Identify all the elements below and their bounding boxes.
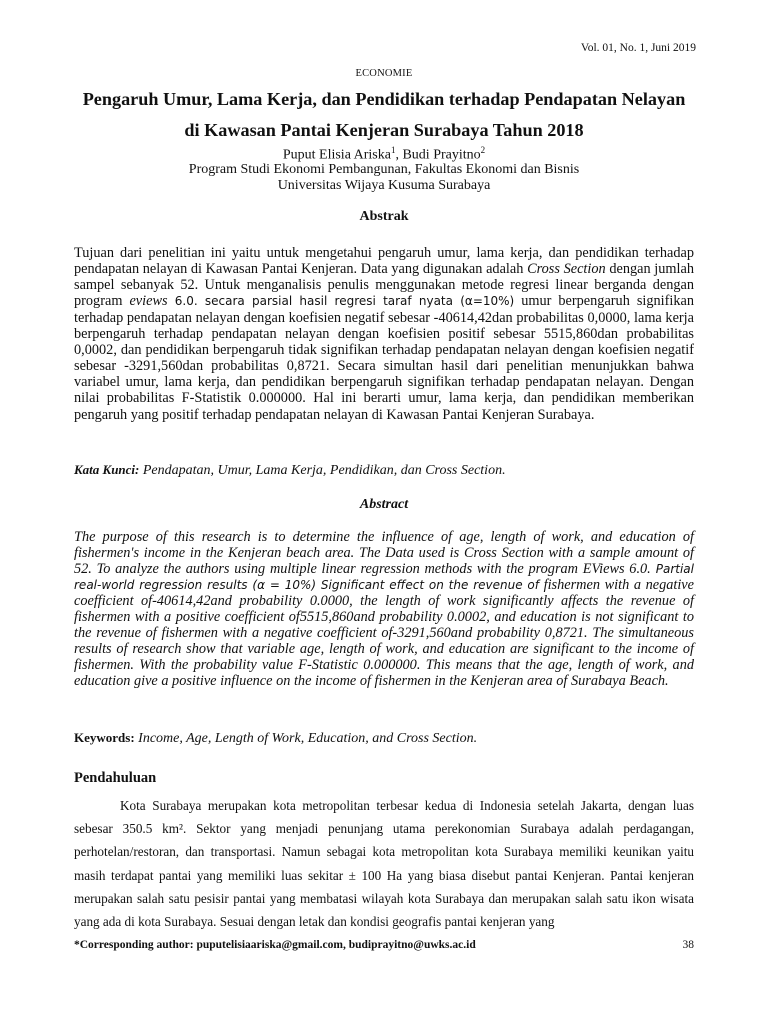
keywords-label: Keywords: bbox=[74, 730, 135, 745]
author-1: Puput Elisia Ariska bbox=[282, 147, 391, 163]
abstrak-heading: Abstrak bbox=[359, 209, 409, 224]
author-list bbox=[0, 142, 768, 164]
title-line-2: di Kawasan Pantai Kenjeran Surabaya Tahun 2018 bbox=[184, 120, 584, 140]
abstrak-text-part: Tujuan dari penelitian ini yaitu untuk mengetahui pengaruh umur, lama kerja, dan pendidikan terhadap pendapatan nelayan di Kawasan Pantai Kenjeran. Data yang digunakan adalah bbox=[74, 245, 694, 278]
keywords bbox=[74, 730, 714, 747]
abstract-text-part: The purpose of this research is to determine the influence of age, length of work, and education of fishermen's income in the Kenjeran beach area. The Data used is Cross Section with a sample amount of 52. To analyze the authors using multiple linear regression methods with the program EViews 6.0. bbox=[74, 529, 694, 577]
volume-info: Vol. 01, No. 1, Juni 2019 bbox=[580, 42, 696, 54]
author-1-affil-mark: 1 bbox=[390, 145, 396, 155]
abstrak-term-cross-section: Cross Section bbox=[527, 261, 606, 278]
affiliation-program: Program Studi Ekonomi Pembangunan, Fakultas Ekonomi dan Bisnis bbox=[188, 162, 580, 177]
affiliation-university: Universitas Wijaya Kusuma Surabaya bbox=[277, 178, 491, 193]
paper-title bbox=[40, 84, 728, 146]
kata-kunci bbox=[74, 462, 714, 479]
author-2: Budi Prayitno bbox=[402, 147, 481, 163]
kata-kunci-label: Kata Kunci: bbox=[74, 462, 140, 477]
section-heading-pendahuluan: Pendahuluan bbox=[74, 770, 157, 786]
kata-kunci-text: Pendapatan, Umur, Lama Kerja, Pendidikan, dan Cross Section. bbox=[139, 463, 506, 478]
abstract-text-part: Partial real-world regression results (α = 10%) Significant effect on the revenue of bbox=[74, 561, 694, 592]
page-number: 38 bbox=[682, 939, 694, 951]
author-2-affil-mark: 2 bbox=[480, 145, 486, 155]
keywords-text: Income, Age, Length of Work, Education, and Cross Section. bbox=[134, 731, 478, 746]
pendahuluan-paragraph: Kota Surabaya merupakan kota metropolitan terbesar kedua di Indonesia setelah Jakarta, dengan luas sebesar 350.5 km². Sektor yang menjadi penunjang utama perekonomian Surabaya adalah perdagangan, perhotelan/restoran, dan transportasi. Namun sebagai kota metropolitan kota Surabaya memiliki keunikan yaitu masih terdapat pantai yang memiliki luas sekitar ± 100 Ha yang biasa disebut pantai Kenjeran. Pantai kenjeran merupakan salah satu pesisir pantai yang membatasi wilayah kota Surabaya dan merupakan salah satu ikon wisata yang ada di kota Surabaya. Sesuai dengan letak dan kondisi geografis pantai kenjeran yang bbox=[74, 798, 694, 930]
abstrak-text-part: umur berpengaruh signifikan terhadap pendapatan nelayan dengan koefisien negatif sebesar -40614,42dan probabilitas 0,0000, lama kerja berpengaruh terhadap pendapatan nelayan dengan koefisien positif sebesar 5515,860dan probabilitas 0,0002, dan pendidikan berpengaruh tidak signifikan terhadap pendapatan nelayan dengan koefisien negatif sebesar -3291,560dan probabilitas 0,8721. Secara simultan hasil dari penelitian menunjukkan bahwa variabel umur, lama kerja, dan pendidikan berpengaruh signifikan terhadap pendapatan nelayan. Dengan nilai probabilitas F-Statistik 0.000000. Hal ini berarti umur, lama kerja, dan pendidikan memberikan pengaruh yang positif terhadap pendapatan nelayan di Kawasan Pantai Kenjeran Surabaya. bbox=[74, 293, 695, 423]
abstract-text-part: fishermen with a negative coefficient of-40614,42and probability 0.0000, the length of work significantly affects the revenue of fishermen with a positive coefficient of5515,860and probability 0.0002, and education is not significant to the revenue of fishermen with a negative coefficient of-3291,560and probability 0,8721. The simultaneous results of research show that variable age, length of work, and education are significant to the income of fishermen. With the probability value F-Statistic 0.000000. This means that the age, length of work, and education give a positive influence on the income of fishermen in the Kenjeran area of Surabaya Beach. bbox=[74, 576, 694, 689]
abstrak-text-part: 6.0. secara parsial hasil regresi taraf nyata (α=10%) bbox=[167, 294, 515, 309]
abstrak-term-eviews: eviews bbox=[129, 293, 168, 310]
abstrak-text-part: dengan jumlah sampel sebanyak 52. Untuk menganalisis penulis menggunakan metode regresi linear berganda dengan program bbox=[74, 261, 694, 310]
corresponding-author-note: *Corresponding author: puputelisiaariska@gmail.com, budiprayitno@uwks.ac.id bbox=[74, 939, 476, 951]
author-separator: , bbox=[395, 147, 403, 163]
section-label: ECONOMIE bbox=[355, 68, 413, 79]
abstract-heading: Abstract bbox=[359, 497, 409, 512]
abstract-text bbox=[74, 530, 694, 690]
abstrak-text bbox=[74, 245, 694, 423]
title-line-1: Pengaruh Umur, Lama Kerja, dan Pendidikan terhadap Pendapatan Nelayan bbox=[82, 89, 686, 109]
